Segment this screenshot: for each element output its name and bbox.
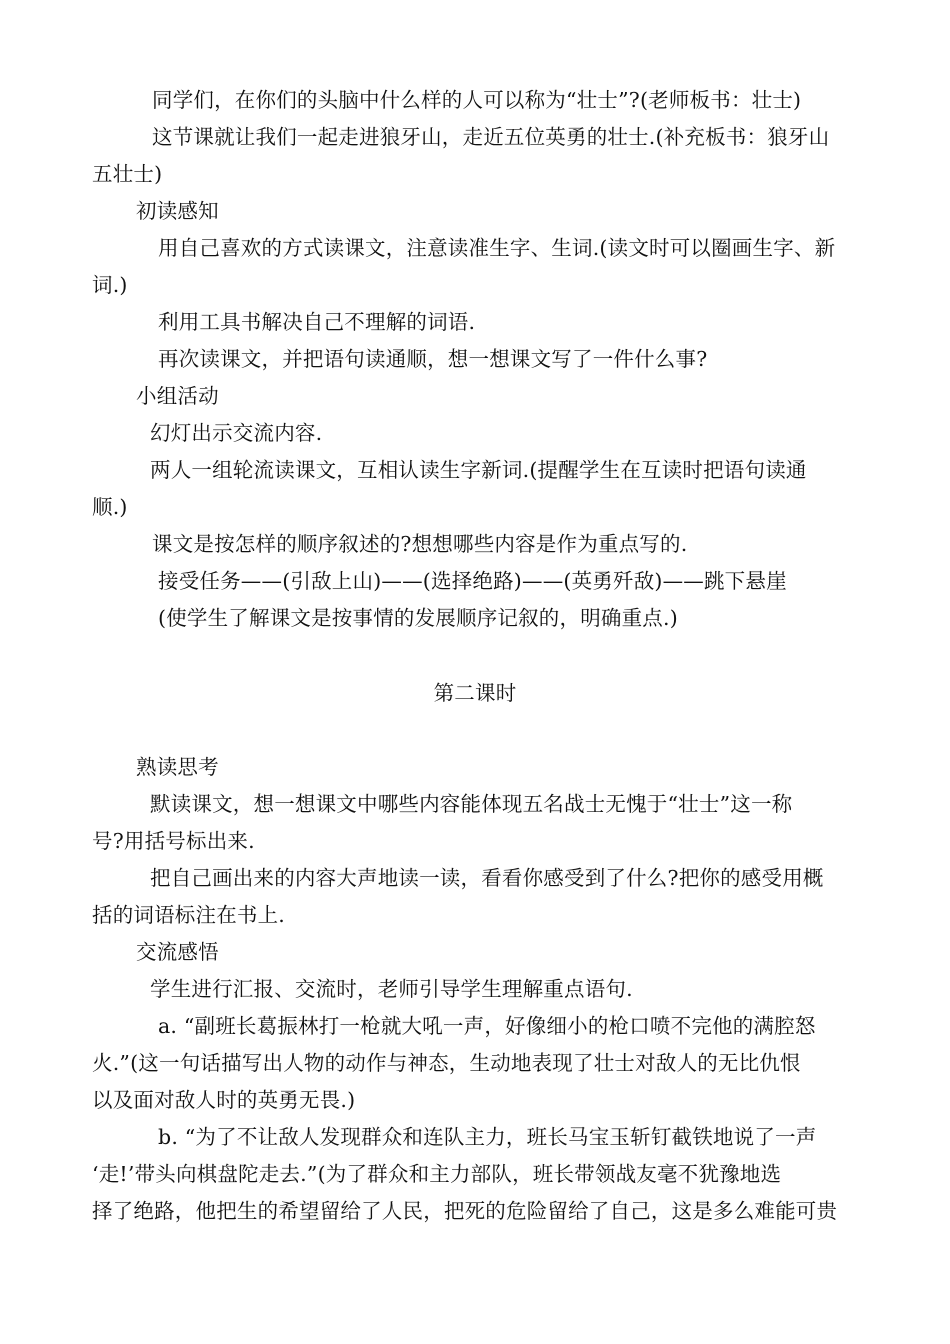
paragraph-line: 幻灯出示交流内容. bbox=[150, 421, 323, 445]
paragraph-line: 号?用括号标出来. bbox=[92, 829, 255, 853]
paragraph-line: 再次读课文，并把语句读通顺，想一想课文写了一件什么事? bbox=[158, 347, 708, 371]
section-heading: 小组活动 bbox=[136, 384, 219, 408]
paragraph-line: 课文是按怎样的顺序叙述的?想想哪些内容是作为重点写的. bbox=[152, 532, 688, 556]
section-heading: 初读感知 bbox=[136, 199, 219, 223]
paragraph-line: 用自己喜欢的方式读课文，注意读准生字、生词.(读文时可以圈画生字、新 bbox=[158, 236, 836, 260]
paragraph-line: 以及面对敌人时的英勇无畏.) bbox=[92, 1088, 356, 1112]
paragraph-line: a. “副班长葛振林打一枪就大吼一声，好像细小的枪口喷不完他的满腔怒 bbox=[158, 1014, 816, 1038]
paragraph-line: b. “为了不让敌人发现群众和连队主力，班长马宝玉斩钉截铁地说了一声 bbox=[158, 1125, 817, 1149]
paragraph-line: 这节课就让我们一起走进狼牙山，走近五位英勇的壮士.(补充板书：狼牙山 bbox=[152, 125, 830, 149]
paragraph-line: 同学们，在你们的头脑中什么样的人可以称为“壮士”?(老师板书：壮士) bbox=[152, 88, 802, 112]
paragraph-line: ‘走!’带头向棋盘陀走去.”(为了群众和主力部队，班长带领战友毫不犹豫地选 bbox=[92, 1162, 782, 1186]
paragraph-line: (使学生了解课文是按事情的发展顺序记叙的，明确重点.) bbox=[158, 606, 678, 630]
paragraph-line: 顺.) bbox=[92, 495, 128, 519]
paragraph-line: 利用工具书解决自己不理解的词语. bbox=[158, 310, 476, 334]
paragraph-line: 学生进行汇报、交流时，老师引导学生理解重点语句. bbox=[150, 977, 633, 1001]
paragraph-line: 五壮士) bbox=[92, 162, 163, 186]
section-heading: 熟读思考 bbox=[136, 755, 219, 779]
paragraph-line: 词.) bbox=[92, 273, 128, 297]
paragraph-line: 默读课文，想一想课文中哪些内容能体现五名战士无愧于“壮士”这一称 bbox=[150, 792, 793, 816]
paragraph-line: 择了绝路，他把生的希望留给了人民，把死的危险留给了自己，这是多么难能可贵 bbox=[92, 1199, 838, 1223]
paragraph-line: 火.”(这一句话描写出人物的动作与神态，生动地表现了壮士对敌人的无比仇恨 bbox=[92, 1051, 801, 1075]
section-heading: 交流感悟 bbox=[136, 940, 219, 964]
paragraph-line: 把自己画出来的内容大声地读一读，看看你感受到了什么?把你的感受用概 bbox=[150, 866, 824, 890]
paragraph-line: 两人一组轮流读课文，互相认读生字新词.(提醒学生在互读时把语句读通 bbox=[150, 458, 807, 482]
lesson-title: 第二课时 bbox=[433, 681, 517, 705]
paragraph-line: 接受任务——(引敌上山)——(选择绝路)——(英勇歼敌)——跳下悬崖 bbox=[158, 569, 787, 593]
paragraph-line: 括的词语标注在书上. bbox=[92, 903, 286, 927]
